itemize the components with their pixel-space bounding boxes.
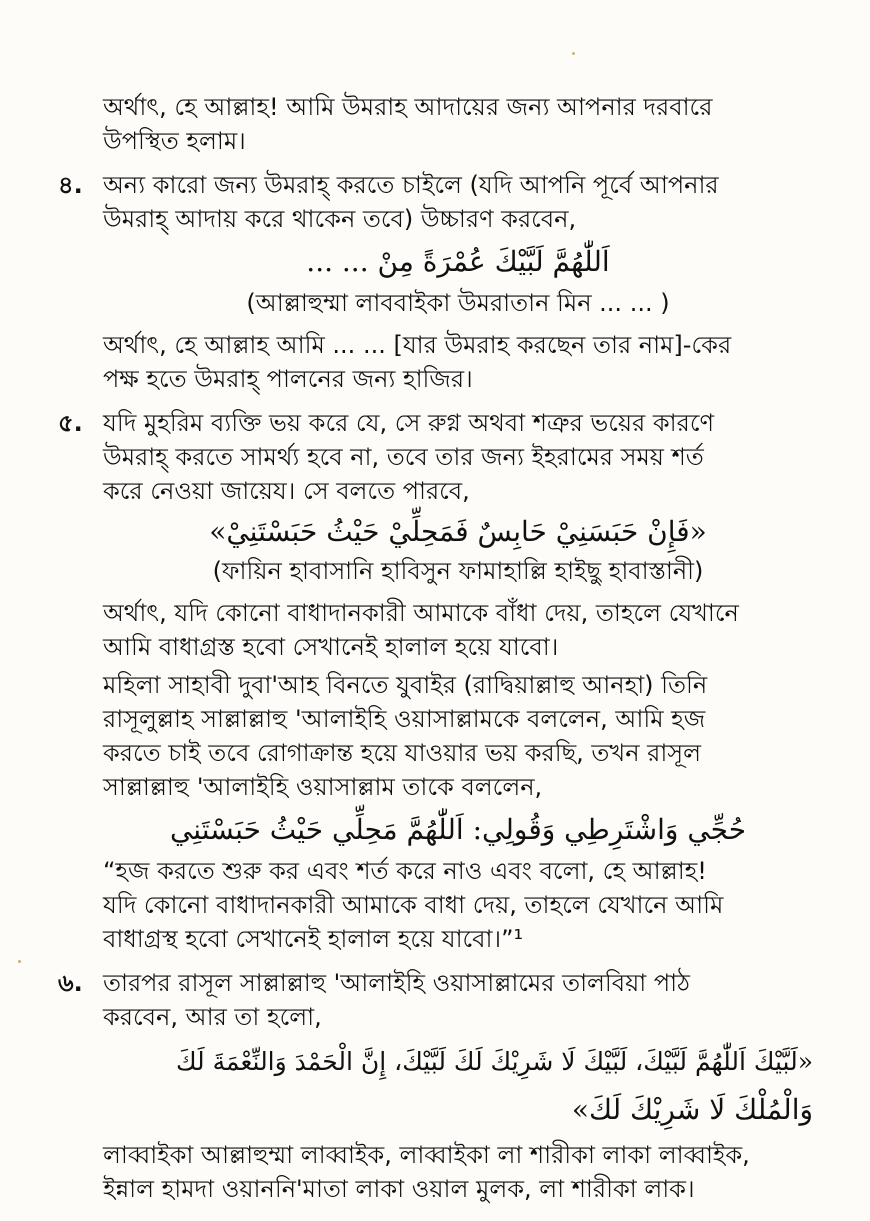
item-number: ৪. — [58, 171, 83, 199]
meaning-text: অর্থাৎ, হে আল্লাহ আমি ... ... [যার উমরাহ করছেন তার নাম]-কের — [103, 331, 732, 359]
meaning-text: আমি বাধাগ্রস্ত হবো সেখানেই হালাল হয়ে যাবো। — [103, 633, 559, 661]
hadith-text: করতে চাই তবে রোগাক্রান্ত হয়ে যাওয়ার ভয় করছি, তখন রাসূল — [103, 739, 702, 767]
item-number: ৬. — [58, 969, 83, 997]
hadith-text: মহিলা সাহাবী দুবা'আহ বিনতে যুবাইর (রাদ্বিয়াল্লাহু আনহা) তিনি — [103, 671, 708, 699]
paper-speck — [572, 52, 575, 55]
talbiyah-arabic: «لَبَّيْكَ اَللّٰهُمَّ لَبَّيْكَ، لَبَّيْكَ لَا شَرِيْكَ لَكَ لَبَّيْكَ، إِنَّ الْحَمْدَ وَالنِّعْمَةَ لَكَ — [175, 1047, 813, 1076]
talbiyah-arabic: وَالْمُلْكَ لَا شَرِيْكَ لَكَ» — [571, 1093, 813, 1126]
item6-text: করবেন, আর তা হলো, — [103, 1003, 322, 1031]
hadith-text: রাসূলুল্লাহ সাল্লাল্লাহু 'আলাইহি ওয়াসাল্লামকে বললেন, আমি হজ — [103, 705, 706, 733]
hadith-text: সাল্লাল্লাহু 'আলাইহি ওয়াসাল্লাম তাকে বললেন, — [103, 773, 543, 801]
paper-speck — [18, 960, 21, 963]
intro-line: অর্থাৎ, হে আল্লাহ! আমি উমরাহ আদায়ের জন্য আপনার দরবারে — [103, 93, 713, 121]
arabic-hadith: حُجِّي وَاشْتَرِطِي وَقُولِي: اَللّٰهُمَّ مَحِلِّي حَيْثُ حَبَسْتَنِي — [169, 813, 747, 846]
quote-text: “হজ করতে শুরু কর এবং শর্ত করে নাও এবং বলো, হে আল্লাহ! — [103, 857, 707, 885]
quote-text: যদি কোনো বাধাদানকারী আমাকে বাধা দেয়, তাহলে যেখানে আমি — [103, 891, 724, 919]
meaning-text: পক্ষ হতে উমরাহ্ পালনের জন্য হাজির। — [103, 365, 473, 393]
item4-text: উমরাহ্ আদায় করে থাকেন তবে) উচ্চারণ করবেন, — [103, 205, 577, 233]
transliteration: (ফায়িন হাবাসানি হাবিসুন ফামাহাল্লি হাইছু হাবাস্তানী) — [212, 557, 704, 585]
item5-text: করে নেওয়া জায়েয। সে বলতে পারবে, — [103, 477, 470, 505]
arabic-dua: اَللّٰهُمَّ لَبَّيْكَ عُمْرَةً مِنْ ... ... — [306, 245, 610, 278]
talbiyah-transliteration: লাব্বাইকা আল্লাহুম্মা লাব্বাইক, লাব্বাইকা লা শারীকা লাকা লাব্বাইক, — [103, 1141, 750, 1169]
arabic-dua: «فَإِنْ حَبَسَنِيْ حَابِسٌ فَمَحِلِّيْ حَيْثُ حَبَسْتَنِيْ» — [209, 515, 707, 548]
item5-text: উমরাহ্ করতে সামর্থ্য হবে না, তবে তার জন্য ইহরামের সময় শর্ত — [103, 443, 704, 471]
item5-text: যদি মুহরিম ব্যক্তি ভয় করে যে, সে রুগ্ন অথবা শত্রুর ভয়ের কারণে — [103, 409, 714, 437]
item-number: ৫. — [58, 409, 83, 437]
meaning-text: অর্থাৎ, যদি কোনো বাধাদানকারী আমাকে বাঁধা দেয়, তাহলে যেখানে — [103, 599, 739, 627]
transliteration: (আল্লাহুম্মা লাববাইকা উমরাতান মিন ... ... ) — [246, 289, 670, 317]
intro-line: উপস্থিত হলাম। — [103, 127, 246, 155]
talbiyah-transliteration: ইন্নাল হামদা ওয়াননি'মাতা লাকা ওয়াল মুলক, লা শারীকা লাক। — [103, 1175, 695, 1203]
item4-text: অন্য কারো জন্য উমরাহ্ করতে চাইলে (যদি আপনি পূর্বে আপনার — [103, 171, 719, 199]
quote-text: বাধাগ্রস্থ হবো সেখানেই হালাল হয়ে যাবো।”¹ — [103, 925, 524, 953]
item6-text: তারপর রাসূল সাল্লাল্লাহু 'আলাইহি ওয়াসাল্লামের তালবিয়া পাঠ — [103, 969, 690, 997]
